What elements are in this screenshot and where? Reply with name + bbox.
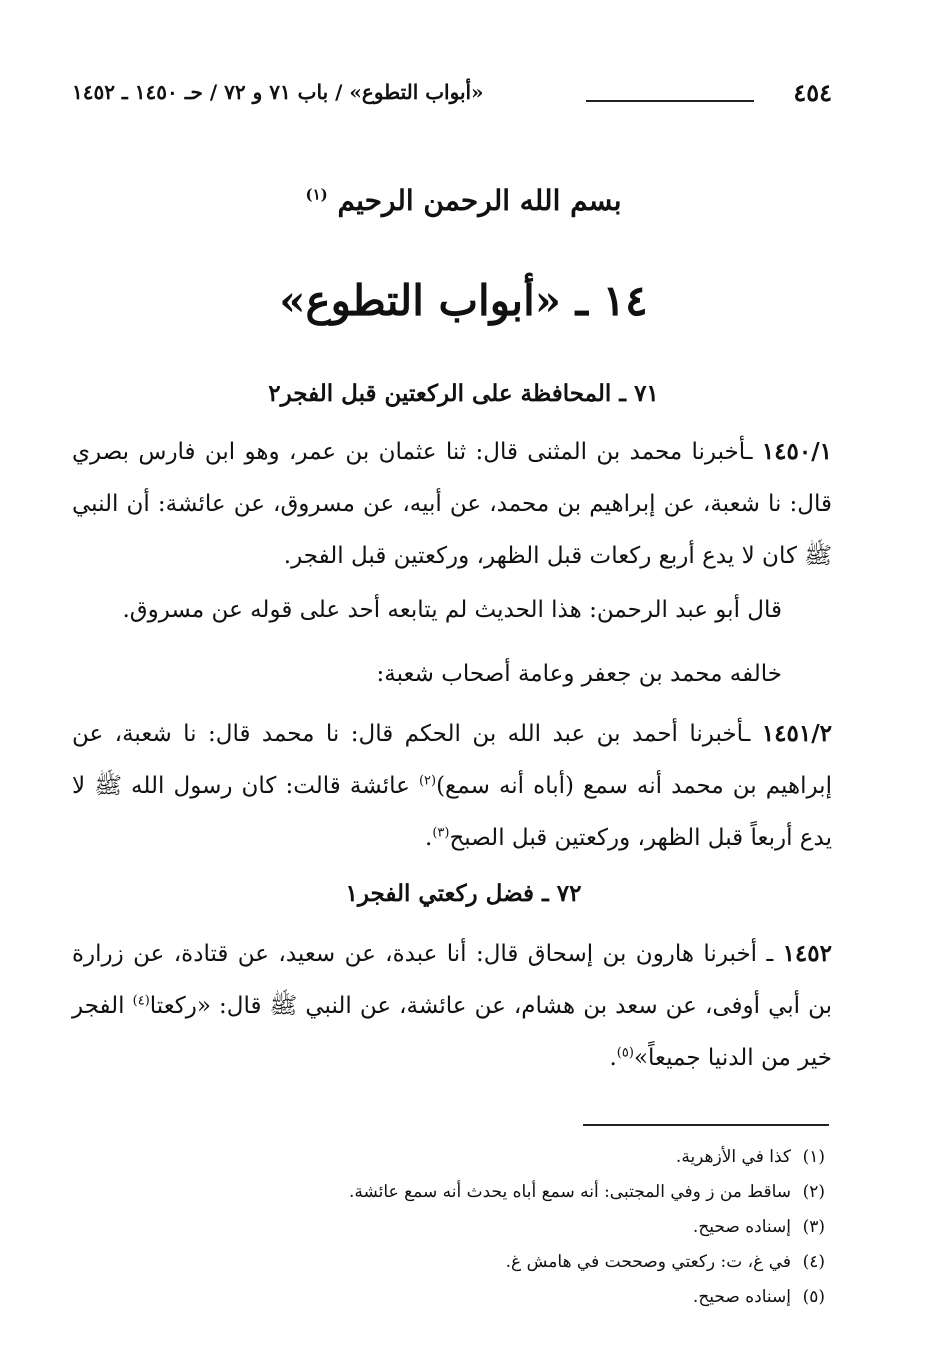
footnote: [125, 1280, 825, 1315]
section-title-71: ٧١ ـ المحافظة على الركعتين قبل الفجر٢: [268, 380, 659, 407]
footnote-separator: [583, 1124, 829, 1126]
hadith-text-c: .: [425, 825, 433, 851]
hadith-text-b: الفجر خير من الدنيا جميعاً»: [72, 993, 832, 1071]
footnote-ref: (٤): [132, 993, 150, 1009]
hadith-text: ـأخبرنا محمد بن المثنى قال: ثنا عثمان بن عمر، وهو ابن فارس بصري قال: نا شعبة، عن إبراهيم بن محمد، عن أبيه، عن مسروق، عن عائشة: أن النبي ﷺ كان لا يدع أربع ركعات قبل الظهر، وركعتين قبل الفجر.: [72, 439, 832, 569]
basmala-text: بسم الله الرحمن الرحيم: [337, 184, 622, 217]
footnote-text: في غ، ت: ركعتي وصححت في هامش غ.: [505, 1252, 791, 1272]
footnote: [125, 1245, 825, 1280]
header-rule: [586, 100, 754, 102]
running-title: «أبواب التطوع» / باب ٧١ و ٧٢ / حـ ١٤٥٠ ـ ١٤٥٢: [72, 80, 484, 104]
footnote-number: (٢): [802, 1182, 825, 1202]
footnote-text: إسناده صحيح.: [692, 1287, 791, 1307]
footnote-text: كذا في الأزهرية.: [675, 1147, 791, 1167]
footnote-number: (٣): [802, 1217, 825, 1237]
page-number: ٤٥٤: [793, 78, 832, 107]
hadith-1450: [72, 426, 832, 582]
footnote-ref: (٢): [418, 773, 437, 789]
basmala: [0, 184, 927, 217]
hadith-text-a: ـ أخبرنا هارون بن إسحاق قال: أنا عبدة، عن سعيد، عن قتادة، عن زرارة بن أبي أوفى، عن سعد بن هشام، عن عائشة، عن النبي ﷺ قال: «ركعتا: [72, 941, 832, 1019]
footnote-ref: (١): [305, 185, 328, 204]
footnote: [125, 1210, 825, 1245]
comment-abu-abdurrahman: قال أبو عبد الرحمن: هذا الحديث لم يتابعه أحد على قوله عن مسروق.: [122, 597, 782, 623]
chapter-title: ١٤ ـ «أبواب التطوع»: [279, 276, 648, 325]
footnote: [125, 1140, 825, 1175]
footnote-number: (٤): [802, 1252, 825, 1272]
footnote-number: (١): [802, 1147, 825, 1167]
footnote-text: ساقط من ز وفي المجتبى: أنه سمع أباه يحدث أنه سمع عائشة.: [348, 1182, 791, 1202]
footnote-number: (٥): [802, 1287, 825, 1307]
page-header: [72, 78, 832, 112]
hadith-text-c: .: [609, 1045, 617, 1071]
footnote: [125, 1175, 825, 1210]
comment-khalafahu: خالفه محمد بن جعفر وعامة أصحاب شعبة:: [376, 661, 782, 687]
footnote-ref: (٣): [432, 825, 450, 841]
hadith-text-a: ـأخبرنا أحمد بن عبد الله بن الحكم قال: نا محمد قال: نا شعبة، عن إبراهيم بن محمد أنه سمع (أباه أنه سمع): [72, 721, 832, 799]
section-title-72: ٧٢ ـ فضل ركعتي الفجر١: [345, 880, 582, 907]
hadith-1451: [72, 708, 832, 864]
footnote-text: إسناده صحيح.: [692, 1217, 791, 1237]
hadith-text-b: عائشة قالت: كان رسول الله ﷺ لا يدع أربعاً قبل الظهر، وركعتين قبل الصبح: [72, 773, 832, 851]
hadith-number: ١٤٥٠/١: [761, 438, 832, 465]
footnotes: [125, 1140, 825, 1315]
hadith-number: ١٤٥٢: [782, 940, 832, 967]
hadith-1452: [72, 928, 832, 1084]
hadith-number: ١٤٥١/٢: [761, 720, 832, 747]
footnote-ref: (٥): [616, 1045, 634, 1061]
